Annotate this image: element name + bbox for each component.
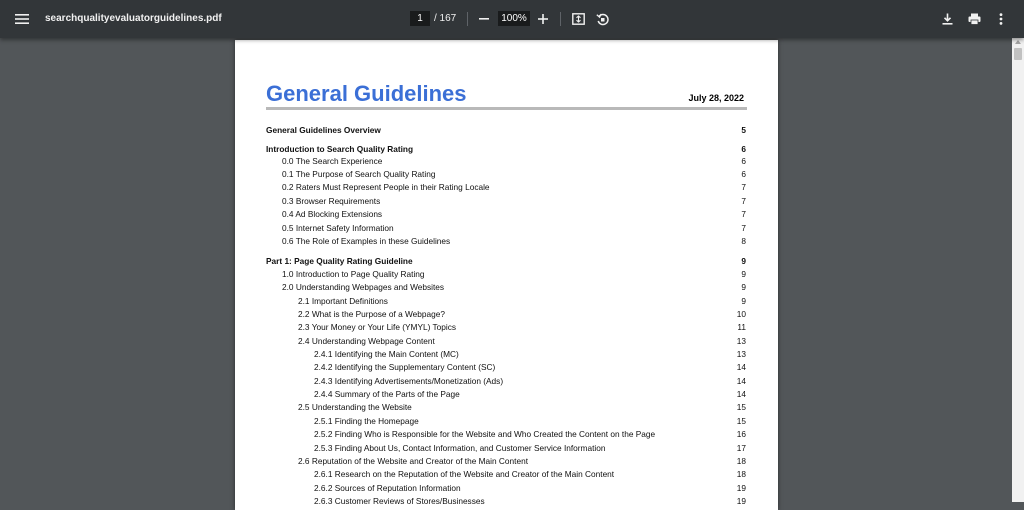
toc-entry[interactable] xyxy=(235,442,778,455)
toc-entry[interactable] xyxy=(235,295,778,308)
toc-entry-title: 2.6 Reputation of the Website and Creator of the Main Content xyxy=(298,456,528,466)
scrollbar-thumb[interactable] xyxy=(1014,48,1022,60)
toc-entry-title: Introduction to Search Quality Rating xyxy=(266,144,414,154)
toc-entry-title: General Guidelines Overview xyxy=(266,125,381,135)
toc-entry-page: 18 xyxy=(736,456,746,466)
toc-entry-title: 0.2 Raters Must Represent People in their Rating Locale xyxy=(282,182,490,192)
page-total: / 167 xyxy=(434,13,457,24)
document-date: July 28, 2022 xyxy=(688,93,744,103)
toc-entry-title: 2.4.3 Identifying Advertisements/Monetization (Ads) xyxy=(314,376,504,386)
toc-entry-title: 2.4 Understanding Webpage Content xyxy=(298,336,435,346)
toc-entry[interactable] xyxy=(235,415,778,428)
toc-entry[interactable] xyxy=(235,361,778,374)
toc-entry-page: 9 xyxy=(741,282,746,292)
toc-entry-title: 2.4.1 Identifying the Main Content (MC) xyxy=(314,349,459,359)
toc-entry-page: 6 xyxy=(741,144,746,154)
toc-entry-title: 2.0 Understanding Webpages and Websites xyxy=(282,282,445,292)
toc-entry-title: 0.5 Internet Safety Information xyxy=(282,223,394,233)
toc-entry-title: 2.6.1 Research on the Reputation of the Website and Creator of the Main Content xyxy=(314,469,615,479)
toc-entry-title: 0.0 The Search Experience xyxy=(282,156,383,166)
toc-entry[interactable] xyxy=(235,348,778,361)
toc-entry[interactable] xyxy=(235,308,778,321)
print-icon[interactable] xyxy=(966,11,982,27)
toc-entry-page: 18 xyxy=(736,469,746,479)
toc-entry-page: 8 xyxy=(741,236,746,246)
toc-entry-title: 0.1 The Purpose of Search Quality Rating xyxy=(282,169,436,179)
toc-entry-title: 2.4.2 Identifying the Supplementary Content (SC) xyxy=(314,362,496,372)
toolbar-divider xyxy=(560,12,561,26)
toc-entry-page: 15 xyxy=(736,416,746,426)
toc-entry-page: 10 xyxy=(736,309,746,319)
toc-entry[interactable] xyxy=(235,208,778,221)
plus-icon[interactable] xyxy=(535,11,551,27)
toc-entry-title: 2.2 What is the Purpose of a Webpage? xyxy=(298,309,445,319)
toc-entry-title: 2.5.2 Finding Who is Responsible for the Website and Who Created the Content on the Page xyxy=(314,429,656,439)
download-icon[interactable] xyxy=(939,11,955,27)
toc-entry-page: 14 xyxy=(736,376,746,386)
vertical-scrollbar[interactable] xyxy=(1012,38,1024,502)
toc-entry[interactable] xyxy=(235,388,778,401)
toc-entry-title: Part 1: Page Quality Rating Guideline xyxy=(266,256,413,266)
toc-entry-title: 2.5.3 Finding About Us, Contact Information, and Customer Service Information xyxy=(314,443,606,453)
toc-entry-title: 0.4 Ad Blocking Extensions xyxy=(282,209,383,219)
toc-entry[interactable] xyxy=(235,468,778,481)
title-underline xyxy=(266,107,747,110)
toc-entry-page: 17 xyxy=(736,443,746,453)
pdf-page xyxy=(235,40,778,510)
toc-entry-title: 1.0 Introduction to Page Quality Rating xyxy=(282,269,425,279)
toc-entry[interactable] xyxy=(235,375,778,388)
more-vertical-icon[interactable] xyxy=(993,11,1009,27)
toc-entry[interactable] xyxy=(235,281,778,294)
fit-to-page-icon[interactable] xyxy=(570,11,586,27)
toc-entry-page: 13 xyxy=(736,336,746,346)
minus-icon[interactable] xyxy=(476,11,492,27)
page-number-input[interactable]: 1 xyxy=(410,11,430,26)
toc-entry[interactable] xyxy=(235,335,778,348)
page-title: General Guidelines xyxy=(266,81,467,106)
toc-entry-title: 2.3 Your Money or Your Life (YMYL) Topics xyxy=(298,322,457,332)
toc-entry[interactable] xyxy=(235,401,778,414)
toc-entry-page: 15 xyxy=(736,402,746,412)
toc-entry-page: 6 xyxy=(741,156,746,166)
toc-entry-page: 11 xyxy=(737,322,746,332)
toc-entry-page: 6 xyxy=(741,169,746,179)
toc-entry[interactable] xyxy=(235,181,778,194)
toc-entry-title: 2.5.1 Finding the Homepage xyxy=(314,416,419,426)
toc-entry-page: 9 xyxy=(741,296,746,306)
rotate-counterclockwise-icon[interactable] xyxy=(594,11,610,27)
toc-entry-page: 19 xyxy=(736,496,746,506)
toc-entry[interactable] xyxy=(235,155,778,168)
toc-entry-page: 14 xyxy=(736,389,746,399)
toc-entry[interactable] xyxy=(235,222,778,235)
document-title: searchqualityevaluatorguidelines.pdf xyxy=(45,13,222,24)
toc-entry-title: 2.1 Important Definitions xyxy=(298,296,388,306)
toc-entry-page: 7 xyxy=(741,196,746,206)
toc-entry-page: 5 xyxy=(741,125,746,135)
toc-entry[interactable] xyxy=(235,428,778,441)
zoom-level-input[interactable]: 100% xyxy=(498,11,530,26)
toc-entry[interactable] xyxy=(235,268,778,281)
toc-entry-page: 16 xyxy=(736,429,746,439)
toc-entry-title: 2.6.3 Customer Reviews of Stores/Businesses xyxy=(314,496,485,506)
toc-entry-page: 7 xyxy=(741,182,746,192)
toc-entry-page: 19 xyxy=(736,483,746,493)
toc-entry[interactable] xyxy=(235,455,778,468)
scroll-up-arrow-icon[interactable] xyxy=(1015,40,1021,44)
pdf-toolbar xyxy=(0,0,1024,38)
toc-entry-title: 2.6.2 Sources of Reputation Information xyxy=(314,483,461,493)
toc-entry-page: 7 xyxy=(741,223,746,233)
toolbar-divider xyxy=(467,12,468,26)
toc-entry-title: 2.4.4 Summary of the Parts of the Page xyxy=(314,389,460,399)
toc-entry-page: 13 xyxy=(736,349,746,359)
toc-entry-title: 2.5 Understanding the Website xyxy=(298,402,412,412)
toc-entry[interactable] xyxy=(235,124,778,137)
toc-entry-title: 0.6 The Role of Examples in these Guidelines xyxy=(282,236,451,246)
toc-entry-page: 9 xyxy=(741,269,746,279)
toc-entry[interactable] xyxy=(235,255,778,268)
toc-entry-page: 7 xyxy=(741,209,746,219)
hamburger-menu-icon[interactable] xyxy=(12,9,32,29)
toc-entry[interactable] xyxy=(235,168,778,181)
toc-entry-page: 9 xyxy=(741,256,746,266)
toc-entry[interactable] xyxy=(235,235,778,248)
toc-entry-title: 0.3 Browser Requirements xyxy=(282,196,381,206)
toc-entry[interactable] xyxy=(235,321,778,334)
toc-entry-page: 14 xyxy=(736,362,746,372)
toc-entry[interactable] xyxy=(235,482,778,495)
toc-entry[interactable] xyxy=(235,195,778,208)
